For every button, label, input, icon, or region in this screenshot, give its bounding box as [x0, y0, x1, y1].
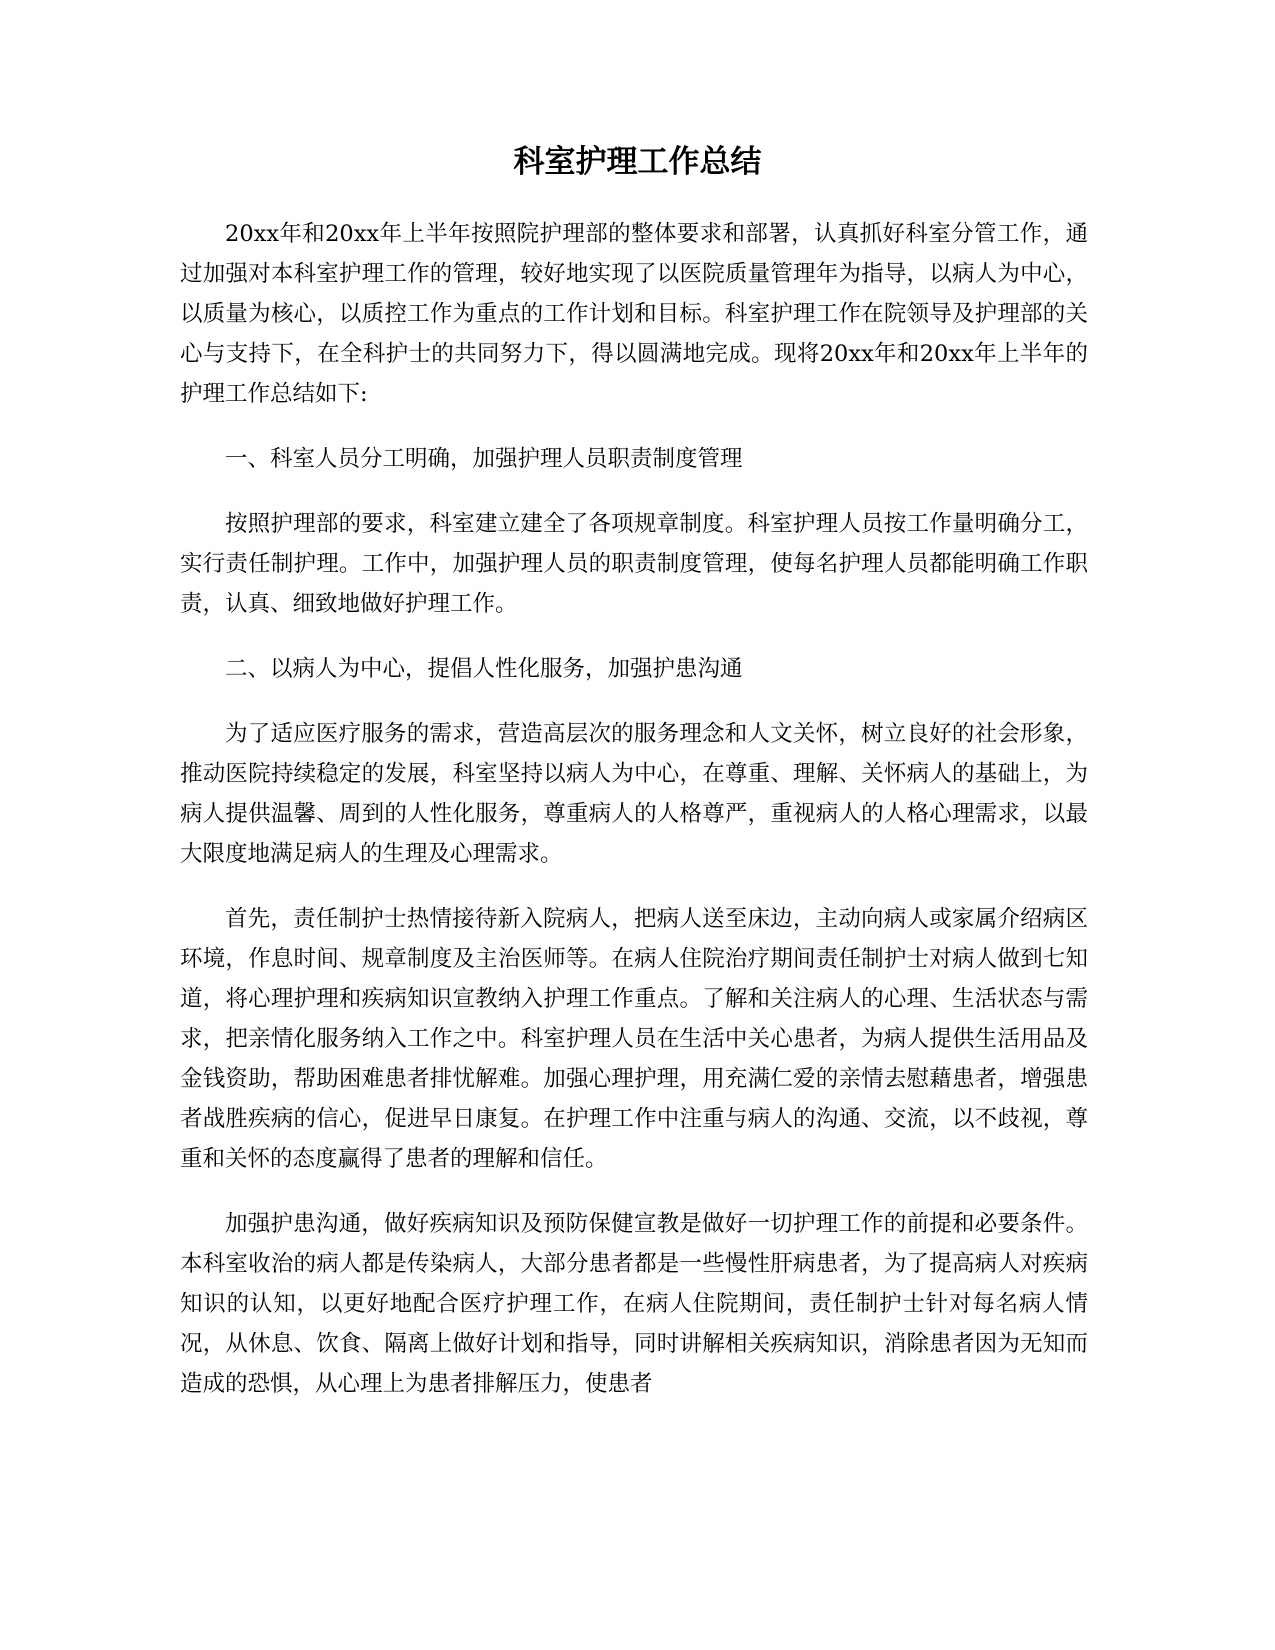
- paragraph-section-2: 为了适应医疗服务的需求，营造高层次的服务理念和人文关怀，树立良好的社会形象，推动医院持续稳定的发展，科室坚持以病人为中心，在尊重、理解、关怀病人的基础上，为病人提供温馨、周到的人性化服务，尊重病人的人格尊严，重视病人的人格心理需求，以最大限度地满足病人的生理及心理需求。: [180, 721, 1088, 867]
- paragraph-first-step: 首先，责任制护士热情接待新入院病人，把病人送至床边，主动向病人或家属介绍病区环境，作息时间、规章制度及主治医师等。在病人住院治疗期间责任制护士对病人做到七知道，将心理护理和疾病知识宣教纳入护理工作重点。了解和关注病人的心理、生活状态与需求，把亲情化服务纳入工作之中。科室护理人员在生活中关心患者，为病人提供生活用品及金钱资助，帮助困难患者排忧解难。加强心理护理，用充满仁爱的亲情去慰藉患者，增强患者战胜疾病的信心，促进早日康复。在护理工作中注重与病人的沟通、交流，以不歧视，尊重和关怀的态度赢得了患者的理解和信任。: [180, 906, 1088, 1172]
- paragraph-section-1: 按照护理部的要求，科室建立建全了各项规章制度。科室护理人员按工作量明确分工，实行责任制护理。工作中，加强护理人员的职责制度管理，使每名护理人员都能明确工作职责，认真、细致地做好护理工作。: [180, 511, 1088, 617]
- document-title: 科室护理工作总结: [513, 144, 762, 180]
- section-heading-1: 一、科室人员分工明确，加强护理人员职责制度管理: [225, 446, 743, 472]
- paragraph-communication: 加强护患沟通，做好疾病知识及预防保健宣教是做好一切护理工作的前提和必要条件。本科室收治的病人都是传染病人，大部分患者都是一些慢性肝病患者，为了提高病人对疾病知识的认知，以更好地配合医疗护理工作，在病人住院期间，责任制护士针对每名病人情况，从休息、饮食、隔离上做好计划和指导，同时讲解相关疾病知识，消除患者因为无知而造成的恐惧，从心理上为患者排解压力，使患者: [180, 1211, 1088, 1397]
- section-heading-2: 二、以病人为中心，提倡人性化服务，加强护患沟通: [225, 656, 743, 682]
- document-body: [180, 214, 1088, 1429]
- paragraph-intro: 20xx年和20xx年上半年按照院护理部的整体要求和部署，认真抓好科室分管工作，通过加强对本科室护理工作的管理，较好地实现了以医院质量管理年为指导，以病人为中心，以质量为核心，以质控工作为重点的工作计划和目标。科室护理工作在院领导及护理部的关心与支持下，在全科护士的共同努力下，得以圆满地完成。现将20xx年和20xx年上半年的护理工作总结如下:: [180, 221, 1088, 407]
